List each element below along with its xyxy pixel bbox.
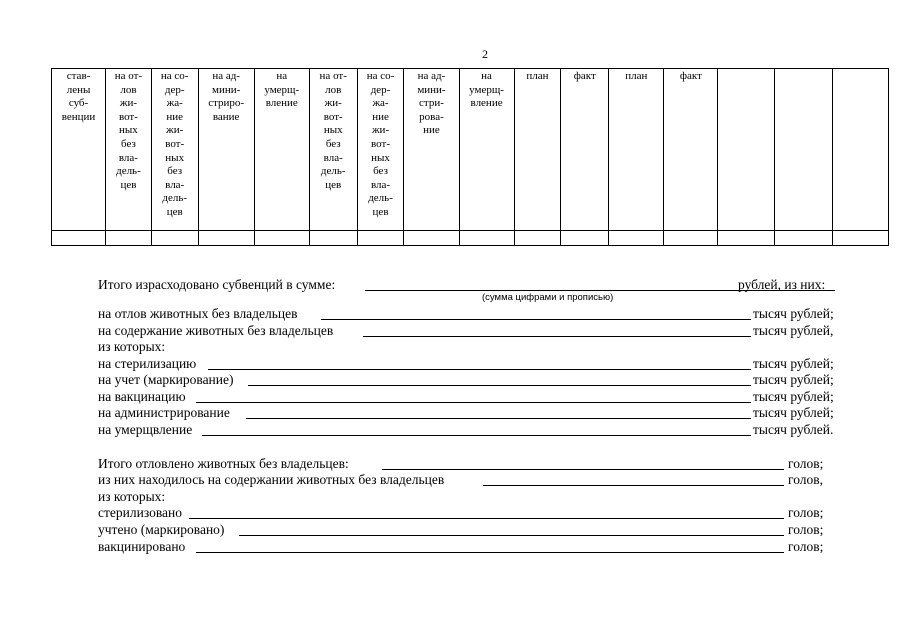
header-cell: на умерщ- вление bbox=[459, 69, 514, 231]
table-cell[interactable] bbox=[106, 231, 152, 246]
header-cell: план bbox=[609, 69, 664, 231]
table-cell[interactable] bbox=[309, 231, 357, 246]
keeping-suffix: тысяч рублей, bbox=[753, 323, 834, 338]
table-cell[interactable] bbox=[514, 231, 561, 246]
table-cell[interactable] bbox=[561, 231, 609, 246]
sterilized-field[interactable] bbox=[189, 518, 784, 519]
table-cell[interactable] bbox=[832, 231, 888, 246]
page-number: 2 bbox=[482, 47, 488, 61]
header-cell bbox=[774, 69, 832, 231]
sterilized-line bbox=[98, 505, 905, 522]
administration-suffix: тысяч рублей; bbox=[753, 405, 834, 420]
administration-line bbox=[98, 405, 905, 422]
header-cell: на от- лов жи- вот- ных без вла- дель- цев bbox=[309, 69, 357, 231]
table-cell[interactable] bbox=[774, 231, 832, 246]
table-cell[interactable] bbox=[609, 231, 664, 246]
euthanasia-suffix: тысяч рублей. bbox=[753, 422, 834, 437]
table-cell[interactable] bbox=[254, 231, 309, 246]
sterilized-suffix: голов; bbox=[788, 505, 824, 520]
subsidy-total-suffix: рублей, из них: bbox=[738, 277, 826, 292]
header-cell: на от- лов жи- вот- ных без вла- дель- цев bbox=[106, 69, 152, 231]
euthanasia-line bbox=[98, 422, 905, 439]
subsidy-table bbox=[51, 68, 889, 246]
sterilization-label: на стерилизацию bbox=[98, 356, 197, 371]
sterilization-field[interactable] bbox=[208, 369, 751, 370]
animals-total-suffix: голов; bbox=[788, 456, 824, 471]
amount-caption: (сумма цифрами и прописью) bbox=[482, 292, 614, 303]
animals-total-field[interactable] bbox=[382, 469, 784, 470]
of-which-label: из которых: bbox=[98, 339, 166, 354]
table-cell[interactable] bbox=[198, 231, 254, 246]
animals-kept-field[interactable] bbox=[483, 485, 784, 486]
administration-label: на администрирование bbox=[98, 405, 230, 420]
vaccinated-label: вакцинировано bbox=[98, 539, 186, 554]
of-which-subsidies bbox=[98, 339, 905, 356]
of-which-animals-label: из которых: bbox=[98, 489, 166, 504]
marking-line bbox=[98, 372, 905, 389]
animals-kept-suffix: голов, bbox=[788, 472, 824, 487]
keeping-line bbox=[98, 323, 905, 340]
animals-kept-label: из них находилось на содержании животных без владельцев bbox=[98, 472, 445, 487]
of-which-animals bbox=[98, 489, 905, 506]
table-cell[interactable] bbox=[718, 231, 774, 246]
vaccination-suffix: тысяч рублей; bbox=[753, 389, 834, 404]
marked-field[interactable] bbox=[239, 535, 784, 536]
vaccinated-line bbox=[98, 539, 905, 556]
vaccinated-suffix: голов; bbox=[788, 539, 824, 554]
vaccination-label: на вакцинацию bbox=[98, 389, 186, 404]
animals-total-line bbox=[98, 456, 905, 473]
animals-kept-line bbox=[98, 472, 905, 489]
header-cell: факт bbox=[664, 69, 718, 231]
sterilization-suffix: тысяч рублей; bbox=[753, 356, 834, 371]
header-cell: на со- дер- жа- ние жи- вот- ных без вла- дель- цев bbox=[151, 69, 198, 231]
table-cell[interactable] bbox=[404, 231, 459, 246]
euthanasia-field[interactable] bbox=[202, 435, 751, 436]
keeping-label: на содержание животных без владельцев bbox=[98, 323, 334, 338]
table-cell[interactable] bbox=[357, 231, 404, 246]
sterilized-label: стерилизовано bbox=[98, 505, 182, 520]
table-cell[interactable] bbox=[459, 231, 514, 246]
header-cell bbox=[718, 69, 774, 231]
table-row bbox=[52, 231, 889, 246]
catching-line bbox=[98, 306, 905, 323]
subsidy-total-label: Итого израсходовано субвенций в сумме: bbox=[98, 277, 336, 292]
table-cell[interactable] bbox=[151, 231, 198, 246]
vaccinated-field[interactable] bbox=[196, 552, 784, 553]
table-cell[interactable] bbox=[664, 231, 718, 246]
marked-line bbox=[98, 522, 905, 539]
marked-suffix: голов; bbox=[788, 522, 824, 537]
catching-label: на отлов животных без владельцев bbox=[98, 306, 298, 321]
header-cell: план bbox=[514, 69, 561, 231]
keeping-field[interactable] bbox=[363, 336, 751, 337]
header-cell: на умерщ- вление bbox=[254, 69, 309, 231]
header-cell: на ад- мини- стриро- вание bbox=[198, 69, 254, 231]
catching-field[interactable] bbox=[321, 319, 751, 320]
euthanasia-label: на умерщвление bbox=[98, 422, 193, 437]
vaccination-field[interactable] bbox=[196, 402, 751, 403]
header-cell bbox=[832, 69, 888, 231]
sterilization-line bbox=[98, 356, 905, 373]
header-cell: став- лены суб- венции bbox=[52, 69, 106, 231]
table-header-row bbox=[52, 69, 889, 231]
marking-field[interactable] bbox=[248, 385, 751, 386]
header-cell: факт bbox=[561, 69, 609, 231]
catching-suffix: тысяч рублей; bbox=[753, 306, 834, 321]
header-cell: на ад- мини- стри- рова- ние bbox=[404, 69, 459, 231]
vaccination-line bbox=[98, 389, 905, 406]
header-cell: на со- дер- жа- ние жи- вот- ных без вла- дель- цев bbox=[357, 69, 404, 231]
administration-field[interactable] bbox=[246, 418, 751, 419]
marked-label: учтено (маркировано) bbox=[98, 522, 225, 537]
table-cell[interactable] bbox=[52, 231, 106, 246]
marking-label: на учет (маркирование) bbox=[98, 372, 234, 387]
marking-suffix: тысяч рублей; bbox=[753, 372, 834, 387]
animals-total-label: Итого отловлено животных без владельцев: bbox=[98, 456, 349, 471]
